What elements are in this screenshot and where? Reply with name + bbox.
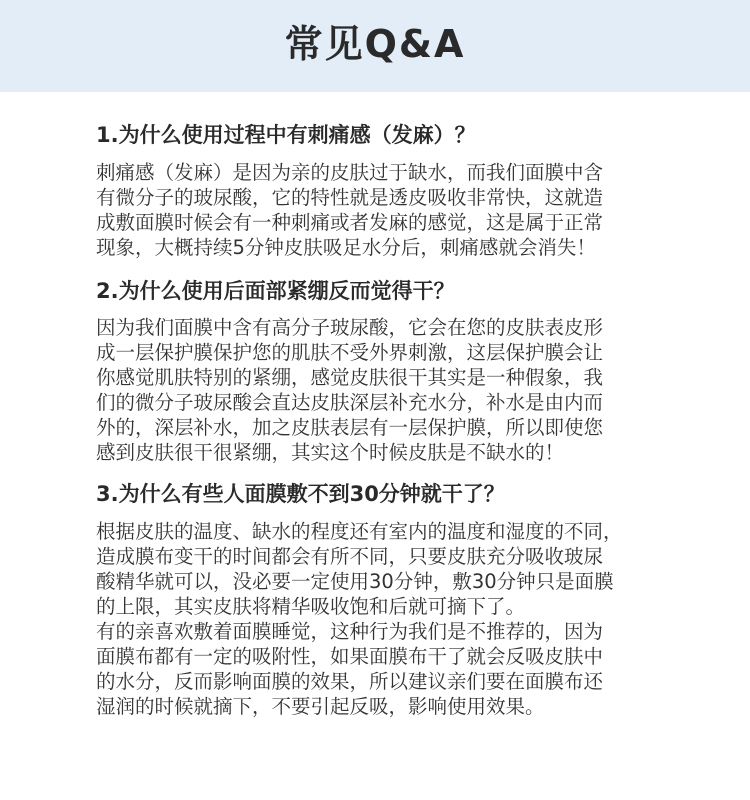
answer-3-line: 根据皮肤的温度、缺水的程度还有室内的温度和湿度的不同， [96,520,623,543]
answer-2-line: 外的，深层补水，加之皮肤表层有一层保护膜，所以即使您 [96,416,604,439]
page-title: 常见Q&A [284,22,466,66]
answer-3-line: 有的亲喜欢敷着面膜睡觉，这种行为我们是不推荐的，因为 [96,620,604,643]
answer-2-line: 成一层保护膜保护您的肌肤不受外界刺激，这层保护膜会让 [96,341,604,364]
answer-3-line: 湿润的时候就摘下，不要引起反吸，影响使用效果。 [96,695,545,718]
answer-3-line: 面膜布都有一定的吸附性，如果面膜布干了就会反吸皮肤中 [96,645,604,668]
answer-1-line: 成敷面膜时候会有一种刺痛或者发麻的感觉，这是属于正常 [96,211,604,234]
answer-2-line: 们的微分子玻尿酸会直达皮肤深层补充水分，补水是由内而 [96,391,604,414]
answer-2-line: 因为我们面膜中含有高分子玻尿酸，它会在您的皮肤表皮形 [96,316,604,339]
answer-3-line: 的水分，反而影响面膜的效果，所以建议亲们要在面膜布还 [96,670,604,693]
answer-2-line: 你感觉肌肤特别的紧绷，感觉皮肤很干其实是一种假象，我 [96,366,604,389]
title-banner [0,0,750,92]
answer-3-line: 造成膜布变干的时间都会有所不同，只要皮肤充分吸收玻尿 [96,545,604,568]
answer-2-line: 感到皮肤很干很紧绷，其实这个时候皮肤是不缺水的！ [96,441,565,464]
answer-1-line: 有微分子的玻尿酸，它的特性就是透皮吸收非常快，这就造 [96,186,604,209]
question-1-heading: 1.为什么使用过程中有刺痛感（发麻）？ [96,123,476,147]
answer-1-line: 现象，大概持续5分钟皮肤吸足水分后，刺痛感就会消失！ [96,236,596,259]
answer-3-line: 酸精华就可以，没必要一定使用30分钟，敷30分钟只是面膜 [96,570,614,593]
answer-1-line: 刺痛感（发麻）是因为亲的皮肤过于缺水，而我们面膜中含 [96,161,604,184]
question-3-heading: 3.为什么有些人面膜敷不到30分钟就干了？ [96,482,505,506]
question-2-heading: 2.为什么使用后面部紧绷反而觉得干？ [96,279,455,303]
answer-3-line: 的上限，其实皮肤将精华吸收饱和后就可摘下了。 [96,595,526,618]
